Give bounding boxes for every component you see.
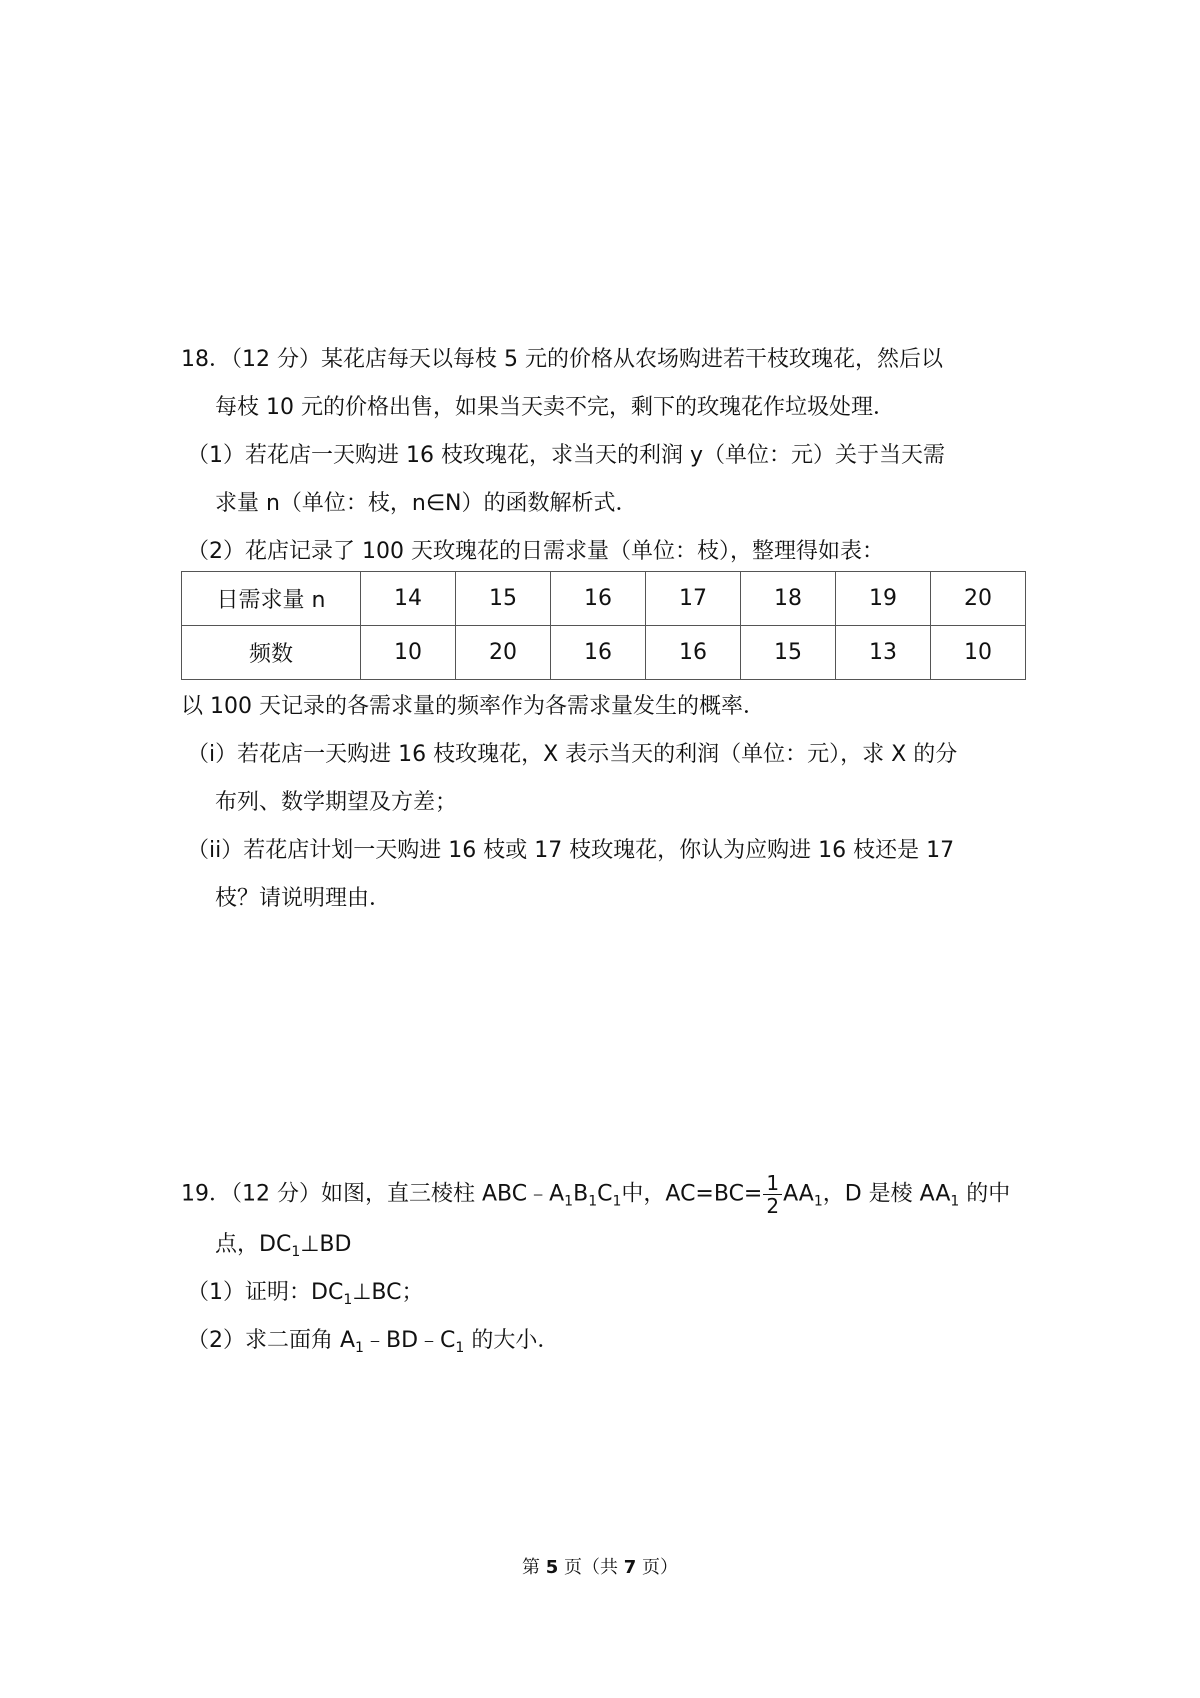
- subscript: 1: [564, 1193, 574, 1210]
- subscript: 1: [588, 1193, 598, 1210]
- q18-part2-intro: （2）花店记录了 100 天玫瑰花的日需求量（单位：枝），整理得如表：: [187, 539, 884, 564]
- subscript: 1: [291, 1244, 301, 1260]
- q19-stem-mid1: 中，AC=BC=: [621, 1181, 763, 1207]
- q19-part2-c: C: [440, 1328, 456, 1353]
- subscript: 1: [612, 1193, 622, 1210]
- q18-probability-note: 以 100 天记录的各需求量的频率作为各需求量发生的概率．: [181, 694, 765, 719]
- q19-stem-prefix: 19．（12 分）如图，直三棱柱 ABC: [181, 1181, 528, 1207]
- vertex-label: C: [597, 1181, 613, 1207]
- q19-part2: [187, 1326, 559, 1363]
- footer-text: 页（共: [558, 1557, 624, 1578]
- footer-text: 第: [522, 1557, 546, 1578]
- page-number: 5: [545, 1557, 559, 1578]
- q19-stem-line1: [181, 1172, 1010, 1217]
- footer-text: 页）: [636, 1557, 678, 1578]
- total-pages: 7: [623, 1557, 637, 1578]
- q18-part1-line2: 求量 n（单位：枝，n∈N）的函数解析式．: [215, 491, 638, 516]
- q19-stem-mid2: ，D 是棱 AA: [822, 1181, 951, 1207]
- q19-stem-line2-a: 点，DC: [215, 1232, 292, 1257]
- table-cell: 10: [931, 626, 1026, 680]
- dash-glyph: ﹣: [418, 1328, 441, 1353]
- dash-glyph: ﹣: [363, 1328, 386, 1353]
- vertex-label: B: [573, 1181, 589, 1207]
- q19-stem-line2-b: ⊥BD: [300, 1232, 352, 1257]
- table-row: [182, 626, 1026, 680]
- subscript: 1: [813, 1193, 823, 1210]
- q19-part2-a: （2）求二面角 A: [187, 1328, 356, 1353]
- q19-stem-line2: [215, 1230, 351, 1267]
- dash-glyph: ﹣: [527, 1181, 550, 1207]
- fraction-numerator: 1: [763, 1172, 782, 1195]
- q18-stem-line1: 18．（12 分）某花店每天以每枝 5 元的价格从农场购进若干枝玫瑰花，然后以: [181, 347, 943, 372]
- q19-part2-d: 的大小．: [464, 1328, 560, 1353]
- table-cell: 17: [646, 572, 741, 626]
- subscript: 1: [343, 1292, 353, 1308]
- table-cell: 18: [741, 572, 836, 626]
- vertex-label: A: [549, 1181, 565, 1207]
- fraction-denominator: 2: [766, 1194, 780, 1218]
- subscript: 1: [950, 1193, 960, 1210]
- table-cell: 16: [551, 626, 646, 680]
- table-row-header: 频数: [182, 626, 361, 680]
- q19-stem-end: 的中: [959, 1181, 1011, 1207]
- table-cell: 14: [361, 572, 456, 626]
- table-cell: 19: [836, 572, 931, 626]
- q18-part-ii-line1: （ii）若花店计划一天购进 16 枝或 17 枝玫瑰花，你认为应购进 16 枝还是 17: [187, 838, 955, 863]
- q19-part1-b: ⊥BC；: [352, 1280, 424, 1305]
- table-cell: 13: [836, 626, 931, 680]
- q18-part-i-line2: 布列、数学期望及方差；: [215, 790, 458, 815]
- table-cell: 16: [551, 572, 646, 626]
- subscript: 1: [355, 1340, 364, 1356]
- q18-stem-line2: 每枝 10 元的价格出售，如果当天卖不完，剩下的玫瑰花作垃圾处理．: [215, 395, 895, 420]
- q19-part1: [187, 1278, 423, 1315]
- table-cell: 10: [361, 626, 456, 680]
- q19-part2-b: BD: [385, 1328, 419, 1353]
- page-footer: [0, 1555, 1200, 1581]
- fraction-one-half: [763, 1172, 782, 1217]
- table-row: [182, 572, 1026, 626]
- segment-label: AA: [783, 1181, 814, 1207]
- q18-part-ii-line2: 枝？请说明理由．: [215, 886, 392, 911]
- q18-part-i-line1: （i）若花店一天购进 16 枝玫瑰花，X 表示当天的利润（单位：元），求 X 的分: [187, 742, 958, 767]
- table-cell: 20: [931, 572, 1026, 626]
- subscript: 1: [455, 1340, 465, 1356]
- table-cell: 15: [741, 626, 836, 680]
- demand-frequency-table: [181, 571, 1026, 680]
- q18-part1-line1: （1）若花店一天购进 16 枝玫瑰花，求当天的利润 y（单位：元）关于当天需: [187, 443, 945, 468]
- table-row-header: 日需求量 n: [182, 572, 361, 626]
- table-cell: 16: [646, 626, 741, 680]
- table-cell: 20: [456, 626, 551, 680]
- q19-part1-a: （1）证明：DC: [187, 1280, 344, 1305]
- table-cell: 15: [456, 572, 551, 626]
